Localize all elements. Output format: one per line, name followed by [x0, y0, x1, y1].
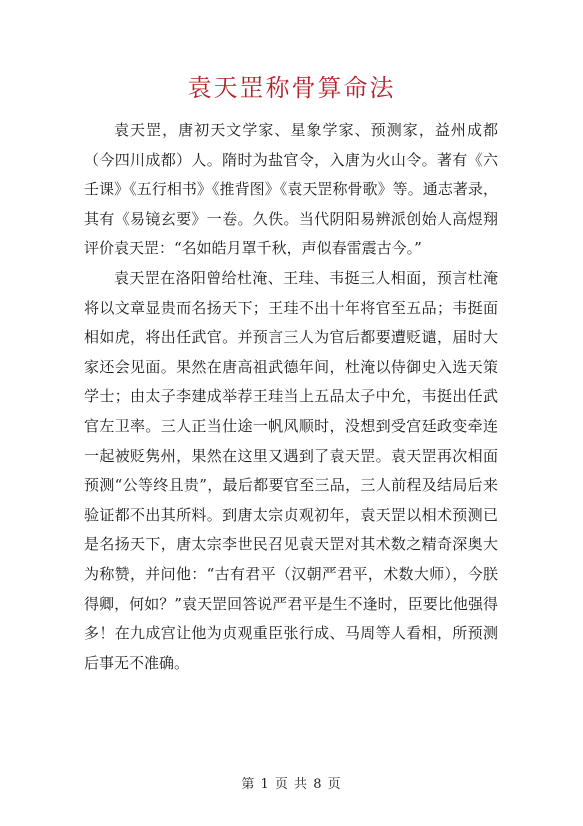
paragraph-1: 袁天罡，唐初天文学家、星象学家、预测家，益州成都（今四川成都）人。隋时为盐官令，入唐为火山令。著有《六壬课》《五行相书》《推背图》《袁天罡称骨歌》等。通志著录，其有《易镜玄要》一卷。久佚。当代阴阳易辨派创始人高煜翔评价袁天罡：“名如皓月罩千秋，声似春雷震古今。” — [84, 121, 498, 258]
page-number-label: 第 1 页 共 8 页 — [241, 777, 342, 792]
paragraph-2: 袁天罡在洛阳曾给杜淹、王珪、韦挺三人相面，预言杜淹将以文章显贵而名扬天下；王珪不出十年将官至五品；韦挺面相如虎，将出任武官。并预言三人为官后都要遭贬谴，届时大家还会见面。果然在唐高祖武德年间，杜淹以侍御史入选天策学士；由太子李建成举荐王珪当上五品太子中允，韦挺出任武官左卫率。三人正当仕途一帆风顺时，没想到受宫廷政变牵连一起被贬隽州，果然在这里又遇到了袁天罡。袁天罡再次相面预测“公等终且贵”，最后都要官至三品，三人前程及结局后来验证都不出其所料。到唐太宗贞观初年，袁天罡以相术预测已是名扬天下，唐太宗李世民召见袁天罡对其术数之精奇深奥大为称赞，并问他：“古有君平（汉朝严君平，术数大师），今朕得卿，何如？”袁天罡回答说严君平是生不逢时，臣要比他强得多！在九成宫让他为贞观重臣张行成、马周等人看相，所预测后事无不准确。 — [84, 268, 498, 672]
document-title: 袁天罡称骨算命法 — [187, 74, 396, 102]
page-footer — [0, 776, 583, 794]
document-body — [84, 116, 498, 678]
